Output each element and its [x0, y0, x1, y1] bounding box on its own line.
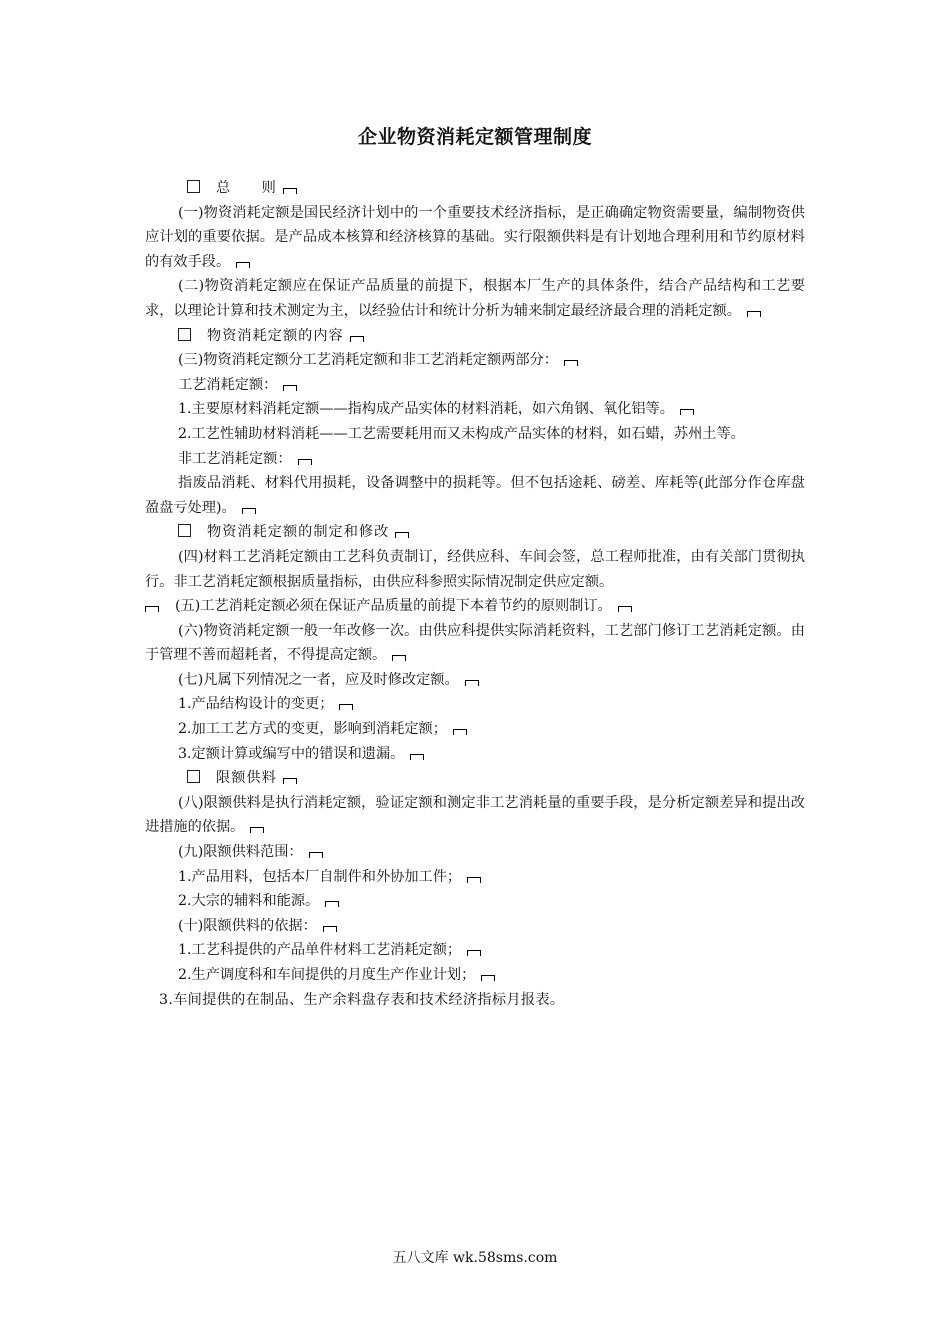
- checkbox-icon: [178, 328, 191, 341]
- paragraph-mark-icon: [395, 532, 409, 538]
- paragraph-mark-icon: [481, 975, 495, 981]
- paragraph-mark-icon: [392, 655, 406, 661]
- paragraph-mark-icon: [747, 311, 761, 317]
- paragraph-mark-icon: [465, 680, 479, 686]
- paragraph-mark-icon: [236, 262, 250, 268]
- paragraph-mark-icon: [618, 606, 632, 612]
- paragraph-mark-icon: [410, 754, 424, 760]
- paragraph: (三)物资消耗定额分工艺消耗定额和非工艺消耗定额两部分：: [145, 348, 805, 373]
- paragraph-mark-icon: [309, 852, 323, 858]
- paragraph-mark-icon: [339, 704, 353, 710]
- paragraph-mark-icon: [467, 950, 481, 956]
- paragraph-mark-icon: [250, 827, 264, 833]
- paragraph: 1.工艺科提供的产品单件材料工艺消耗定额；: [145, 938, 805, 963]
- paragraph: (五)工艺消耗定额必须在保证产品质量的前提下本着节约的原则制订。: [145, 594, 805, 619]
- paragraph: (九)限额供料范围：: [145, 840, 805, 865]
- section-heading-quota-supply: 限额供料: [145, 766, 805, 791]
- paragraph: (十)限额供料的依据：: [145, 914, 805, 939]
- paragraph: 1.产品用料，包括本厂自制件和外协加工件；: [145, 865, 805, 890]
- paragraph-mark-icon: [283, 385, 297, 391]
- paragraph-mark-icon: [350, 336, 364, 342]
- paragraph-mark-icon: [564, 360, 578, 366]
- paragraph: 非工艺消耗定额：: [145, 447, 805, 472]
- paragraph-mark-icon: [325, 901, 339, 907]
- paragraph-mark-icon: [453, 729, 467, 735]
- paragraph-mark-icon: [283, 778, 297, 784]
- section-heading-formulation: 物资消耗定额的制定和修改: [145, 520, 805, 545]
- paragraph: 1.主要原材料消耗定额——指构成产品实体的材料消耗，如六角钢、氧化铝等。: [145, 397, 805, 422]
- paragraph: (八)限额供料是执行消耗定额，验证定额和测定非工艺消耗量的重要手段，是分析定额差异和提出改进措施的依据。: [145, 794, 805, 836]
- page-footer: 五八文库 wk.58sms.com: [392, 1250, 558, 1266]
- document-body: [145, 176, 805, 1012]
- paragraph-mark-icon: [283, 188, 297, 194]
- checkbox-icon: [178, 524, 191, 537]
- paragraph: 指废品消耗、材料代用损耗，设备调整中的损耗等。但不包括途耗、磅差、库耗等(此部分作仓库盘盈盘亏处理)。: [145, 475, 805, 516]
- paragraph: (七)凡属下列情况之一者，应及时修改定额。: [145, 668, 805, 693]
- paragraph: 2.生产调度科和车间提供的月度生产作业计划；: [145, 963, 805, 988]
- section-heading-general: 总 则: [145, 176, 805, 201]
- paragraph: 工艺消耗定额：: [145, 373, 805, 398]
- document-title: 企业物资消耗定额管理制度: [357, 126, 592, 148]
- paragraph: 2.工艺性辅助材料消耗——工艺需要耗用而又未构成产品实体的材料，如石蜡，苏州土等。: [178, 425, 745, 442]
- section-heading-content: 物资消耗定额的内容: [145, 324, 805, 349]
- checkbox-icon: [187, 180, 200, 193]
- paragraph-mark-icon: [242, 508, 256, 514]
- paragraph-mark-icon: [680, 409, 694, 415]
- paragraph: 2.加工工艺方式的变更，影响到消耗定额；: [145, 717, 805, 742]
- paragraph: (四)材料工艺消耗定额由工艺科负责制订，经供应科、车间会签，总工程师批准，由有关部门贯彻执行。非工艺消耗定额根据质量指标，由供应科参照实际情况制定供应定额。: [145, 548, 805, 590]
- paragraph: (二)物资消耗定额应在保证产品质量的前提下，根据本厂生产的具体条件，结合产品结构和工艺要求，以理论计算和技术测定为主，以经验估计和统计分析为辅来制定最经济最合理的消耗定额。: [145, 278, 805, 319]
- paragraph-mark-icon: [298, 459, 312, 465]
- paragraph: (六)物资消耗定额一般一年改修一次。由供应科提供实际消耗资料，工艺部门修订工艺消耗定额。由于管理不善而超耗者，不得提高定额。: [145, 622, 805, 664]
- paragraph: 2.大宗的辅料和能源。: [145, 889, 805, 914]
- paragraph: 3.定额计算或编写中的错误和遗漏。: [145, 742, 805, 767]
- paragraph-mark-icon: [145, 606, 159, 612]
- paragraph: 3.车间提供的在制品、生产余料盘存表和技术经济指标月报表。: [159, 991, 565, 1008]
- checkbox-icon: [187, 770, 200, 783]
- paragraph-mark-icon: [323, 926, 337, 932]
- paragraph: (一)物资消耗定额是国民经济计划中的一个重要技术经济指标，是正确确定物资需要量，编制物资供应计划的重要依据。是产品成本核算和经济核算的基础。实行限额供料是有计划地合理利用和节约原材料的有效手段。: [145, 204, 805, 270]
- paragraph-mark-icon: [467, 877, 481, 883]
- paragraph: 1.产品结构设计的变更；: [145, 692, 805, 717]
